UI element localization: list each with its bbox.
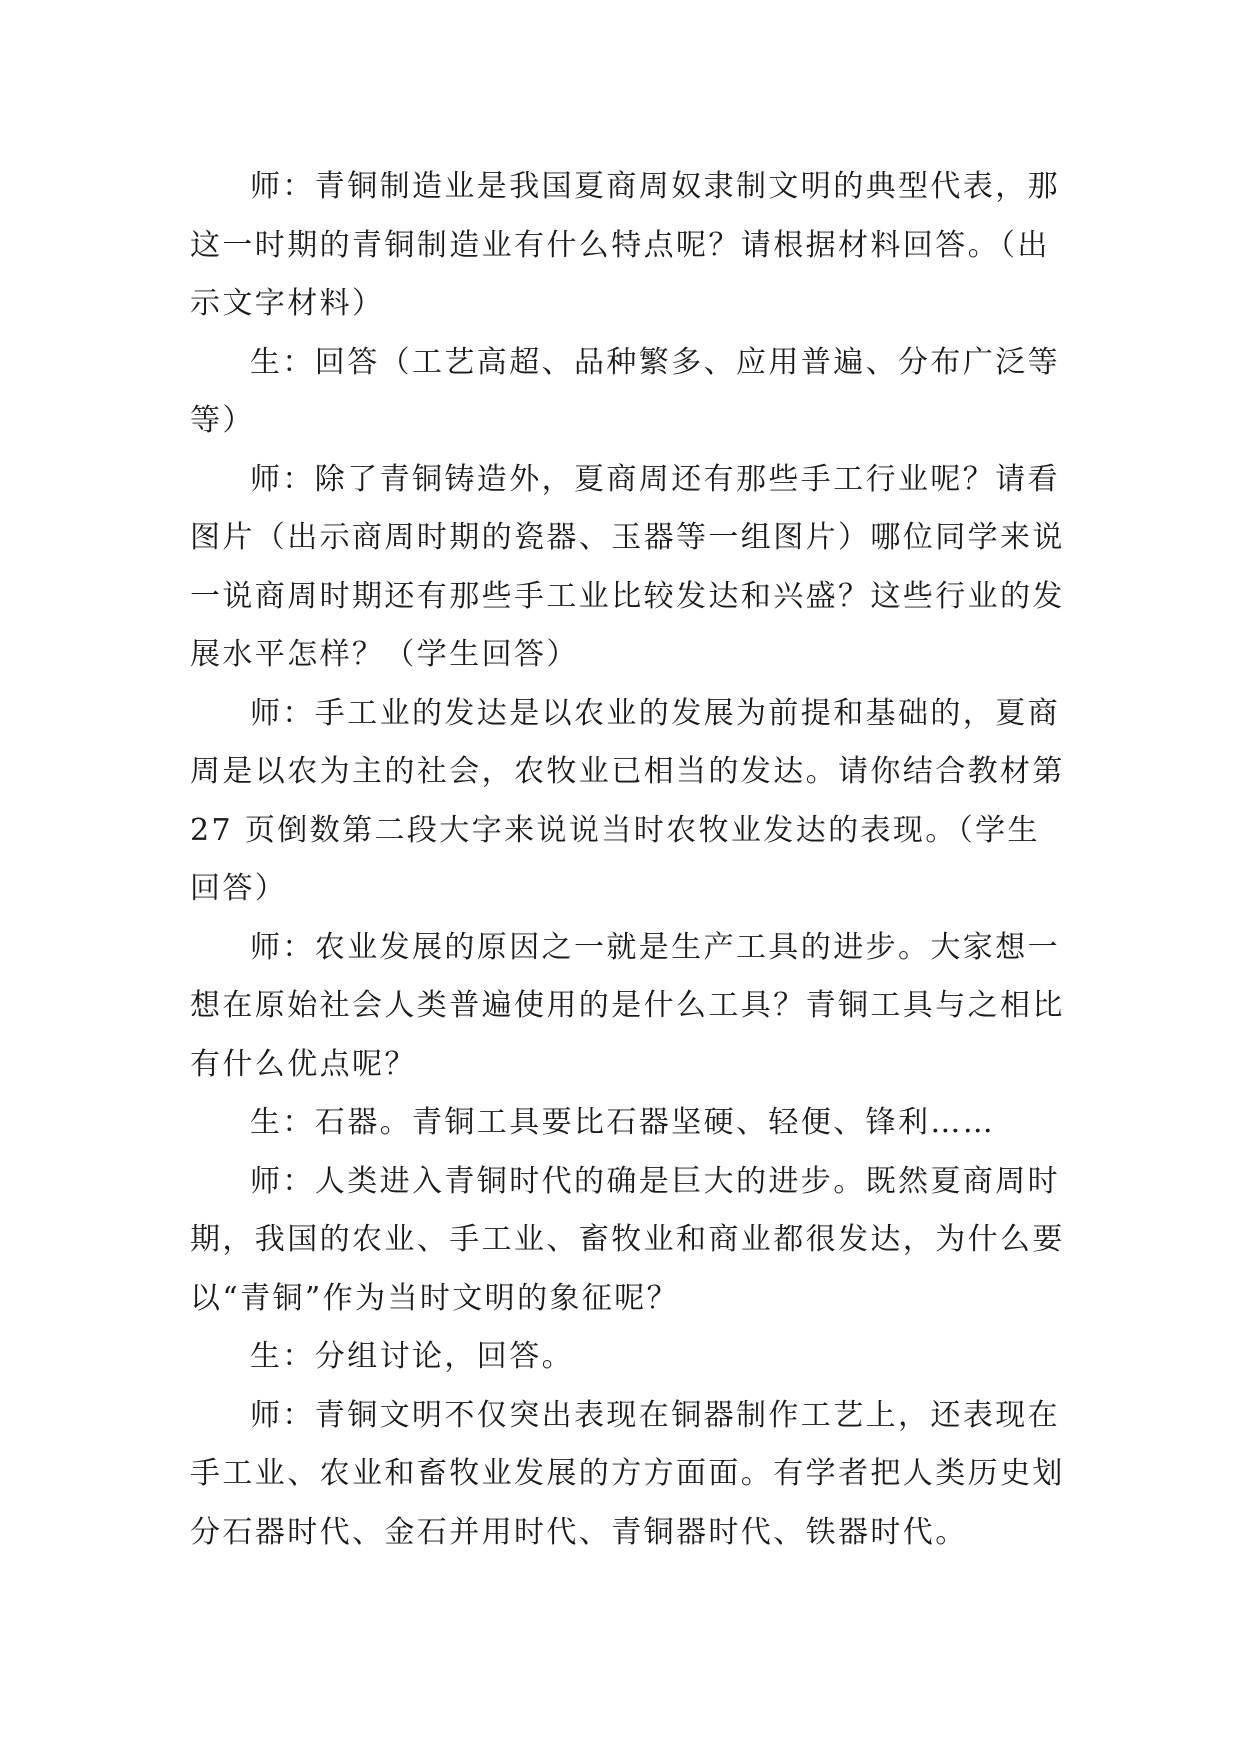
paragraph-teacher-tools: 师：农业发展的原因之一就是生产工具的进步。大家想一想在原始社会人类普遍使用的是什么工具？青铜工具与之相比有什么优点呢？ (190, 929, 1065, 1082)
document-body (190, 158, 1070, 1562)
paragraph-teacher-handicrafts: 师：除了青铜铸造外，夏商周还有那些手工行业呢？请看图片（出示商周时期的瓷器、玉器等一组图片）哪位同学来说一说商周时期还有那些手工业比较发达和兴盛？这些行业的发展水平怎样？（学生回答） (190, 461, 1065, 672)
paragraph-teacher-bronze-symbol: 师：人类进入青铜时代的确是巨大的进步。既然夏商周时期，我国的农业、手工业、畜牧业和商业都很发达，为什么要以“青铜”作为当时文明的象征呢？ (190, 1163, 1065, 1316)
paragraph-student-stone-tools: 生：石器。青铜工具要比石器坚硬、轻便、锋利…… (250, 1105, 996, 1140)
paragraph-student-answer-features: 生：回答（工艺高超、品种繁多、应用普遍、分布广泛等等） (190, 344, 1060, 438)
paragraph-teacher-bronze-civilization: 师：青铜文明不仅突出表现在铜器制作工艺上，还表现在手工业、农业和畜牧业发展的方方面面。有学者把人类历史划分石器时代、金石并用时代、青铜器时代、铁器时代。 (190, 1397, 1065, 1550)
paragraph-student-discussion: 生：分组讨论，回答。 (250, 1339, 574, 1374)
paragraph-teacher-bronze-features: 师：青铜制造业是我国夏商周奴隶制文明的典型代表，那这一时期的青铜制造业有什么特点呢？请根据材料回答。（出示文字材料） (190, 169, 1060, 321)
paragraph-teacher-agriculture: 师：手工业的发达是以农业的发展为前提和基础的，夏商周是以农为主的社会，农牧业已相当的发达。请你结合教材第 27 页倒数第二段大字来说说当时农牧业发达的表现。（学生回答） (190, 695, 1065, 906)
